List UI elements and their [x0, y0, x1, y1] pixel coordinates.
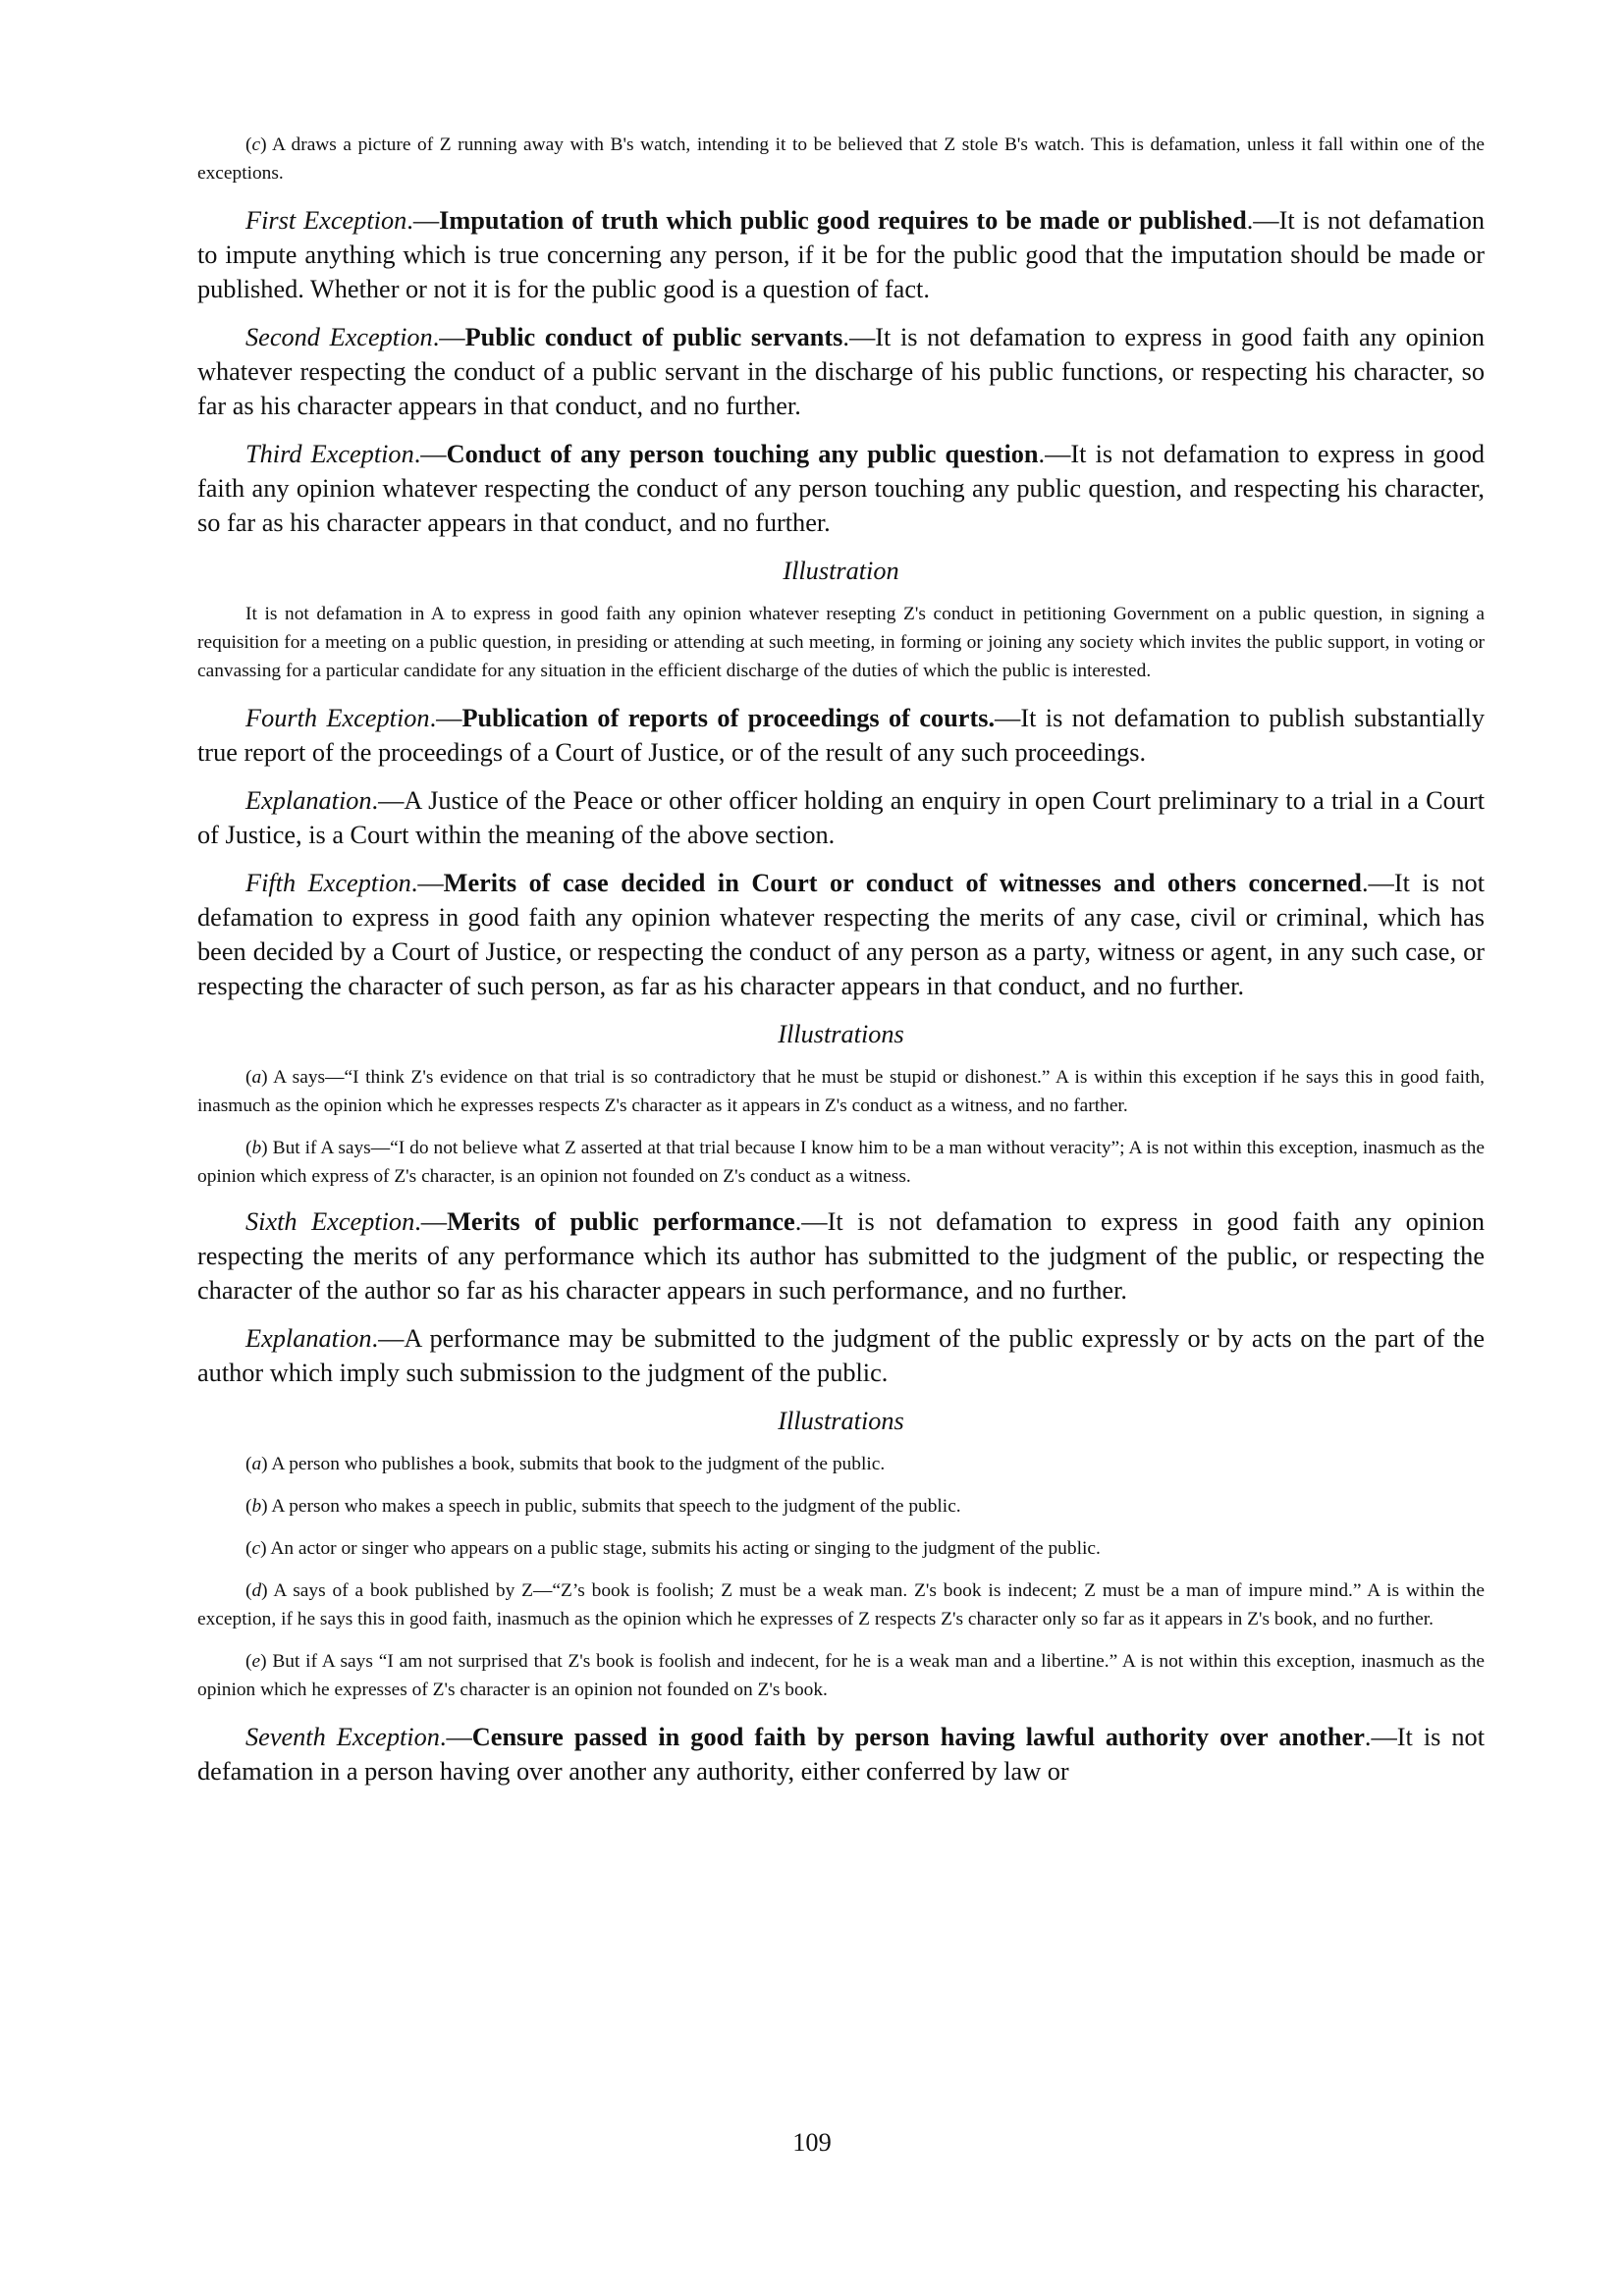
exception-heading: Imputation of truth which public good requires to be made or published: [439, 206, 1247, 235]
illustration-text: An actor or singer who appears on a public stage, submits his acting or singing to the judgment of the public.: [266, 1538, 1101, 1559]
illustration-text: A person who publishes a book, submits that book to the judgment of the public.: [267, 1454, 886, 1474]
sixth-illustration-c: (c) An actor or singer who appears on a public stage, submits his acting or singing to the judgment of the public.: [245, 1538, 1101, 1559]
fourth-exception: Fourth Exception.—Publication of reports of proceedings of courts.—It is not defamation to publish substantially true report of the proceedings of a Court of Justice, or of the result of any such proceedings.: [197, 704, 1486, 767]
illustration-text: But if A says—“I do not believe what Z asserted at that trial because I know him to be a man without veracity”; A is not within this exception, inasmuch as the opinion which express of Z's character, is an opinion not founded on Z's conduct as a witness.: [197, 1138, 1485, 1187]
illustration-label: e: [251, 1651, 261, 1672]
exception-text: It is not defamation to express in good faith any opinion whatever respecting the conduct of a public servant in the discharge of his public functions, or respecting his character, so far as his character appears in that conduct, and no further.: [197, 323, 1485, 420]
explanation-title: Explanation: [245, 1324, 372, 1353]
exception-heading: Publication of reports of proceedings of courts.: [461, 704, 996, 732]
second-exception: Second Exception.—Public conduct of public servants.—It is not defamation to express in good faith any opinion whatever respecting the conduct of a public servant in the discharge of his public functions, or respecting his character, so far as his character appears in that conduct, and no further.: [197, 323, 1485, 420]
exception-text: It is not defamation to express in good faith any opinion respecting the merits of any performance which its author has submitted to the judgment of the public, or respecting the character of the author so far as his character appears in such performance, and no further.: [197, 1207, 1485, 1305]
exception-title: Seventh Exception: [245, 1723, 440, 1751]
illustration-label: c: [251, 1538, 261, 1559]
explanation-title: Explanation: [245, 786, 372, 815]
fifth-illustration-a: (a) A says—“I think Z's evidence on that trial is so contradictory that he must be stupid or dishonest.” A is within this exception if he says this in good faith, inasmuch as the opinion which he expresses respects Z's character as it appears in Z's conduct as a witness, and no farther.: [197, 1067, 1485, 1116]
third-illustration: It is not defamation in A to express in good faith any opinion whatever resepting Z's conduct in petitioning Government on a public question, in signing a requisition for a meeting on a public question, in presiding or attending at such meeting, in forming or joining any society which invites the public support, in voting or canvassing for a particular candidate for any situation in the efficient discharge of the duties of which the public is interested.: [197, 604, 1485, 681]
sixth-illustration-d: (d) A says of a book published by Z—“Z’s book is foolish; Z must be a weak man. Z's book is indecent; Z must be a man of impure mind.” A is within the exception, if he says this in good faith, inasmuch as the opinion which he expresses of Z respects Z's character only so far as it appears in Z's book, and no further.: [197, 1580, 1485, 1629]
illustration-text: A says of a book published by Z—“Z’s book is foolish; Z must be a weak man. Z's book is indecent; Z must be a man of impure mind.” A is within the exception, if he says this in good faith, inasmuch as the opinion which he expresses of Z respects Z's character only so far as it appears in Z's book, and no further.: [197, 1580, 1485, 1629]
sixth-illustration-e: (e) But if A says “I am not surprised that Z's book is foolish and indecent, for he is a weak man and a libertine.” A is not within this exception, inasmuch as the opinion which he expresses of Z's character is an opinion not founded on Z's book.: [197, 1651, 1485, 1700]
illustration-label: a: [251, 1067, 262, 1088]
exception-text: It is not defamation to publish substantially true report of the proceedings of a Court of Justice, or of the result of any such proceedings.: [197, 704, 1486, 767]
exception-heading: Merits of case decided in Court or conduct of witnesses and others concerned: [443, 869, 1362, 897]
sixth-exception: Sixth Exception.—Merits of public performance.—It is not defamation to express in good faith any opinion respecting the merits of any performance which its author has submitted to the judgment of the public, or respecting the character of the author so far as his character appears in such performance, and no further.: [197, 1207, 1485, 1305]
exception-title: First Exception: [245, 206, 407, 235]
exception-title: Second Exception: [245, 323, 433, 351]
illustration-c: (c) A draws a picture of Z running away with B's watch, intending it to be believed that Z stole B's watch. This is defamation, unless it fall within one of the exceptions.: [197, 134, 1485, 184]
exception-title: Third Exception: [245, 440, 414, 468]
exception-heading: Public conduct of public servants: [464, 323, 843, 351]
fifth-illustration-b: (b) But if A says—“I do not believe what Z asserted at that trial because I know him to be a man without veracity”; A is not within this exception, inasmuch as the opinion which express of Z's character, is an opinion not founded on Z's conduct as a witness.: [197, 1138, 1485, 1187]
first-exception: First Exception.—Imputation of truth which public good requires to be made or published.—It is not defamation to impute anything which is true concerning any person, if it be for the public good that the imputation should be made or published. Whether or not it is for the public good is a question of fact.: [197, 206, 1485, 303]
explanation-text: A performance may be submitted to the judgment of the public expressly or by acts on the part of the author which imply such submission to the judgment of the public.: [197, 1324, 1485, 1387]
fifth-exception: Fifth Exception.—Merits of case decided in Court or conduct of witnesses and others concerned.—It is not defamation to express in good faith any opinion whatever respecting the merits of any case, civil or criminal, which has been decided by a Court of Justice, or respecting the conduct of any person as a party, witness or agent, in any such case, or respecting the character of such person, as far as his character appears in that conduct, and no further.: [197, 869, 1486, 1000]
third-exception: Third Exception.—Conduct of any person touching any public question.—It is not defamation to express in good faith any opinion whatever respecting the conduct of any person touching any public question, and respecting his character, so far as his character appears in that conduct, and no further.: [197, 440, 1485, 537]
explanation-text: A Justice of the Peace or other officer holding an enquiry in open Court preliminary to a trial in a Court of Justice, is a Court within the meaning of the above section.: [197, 786, 1485, 849]
seventh-exception: Seventh Exception.—Censure passed in good faith by person having lawful authority over another.—It is not defamation in a person having over another any authority, either conferred by law or: [197, 1723, 1485, 1786]
illustration-label: b: [251, 1496, 262, 1517]
sixth-illustration-b: (b) A person who makes a speech in public, submits that speech to the judgment of the public.: [245, 1496, 961, 1517]
illustration-label: c: [251, 134, 261, 155]
illustration-label: a: [251, 1454, 262, 1474]
exception-text: It is not defamation to impute anything which is true concerning any person, if it be for the public good that the imputation should be made or published. Whether or not it is for the public good is a question of fact.: [197, 206, 1485, 303]
exception-text: It is not defamation to express in good faith any opinion whatever respecting the conduct of any person touching any public question, and respecting his character, so far as his character appears in that conduct, and no further.: [197, 440, 1485, 537]
exception-text: It is not defamation in a person having over another any authority, either conferred by law or: [197, 1723, 1485, 1786]
illustration-label: b: [251, 1138, 262, 1158]
illustration-text: A says—“I think Z's evidence on that trial is so contradictory that he must be stupid or dishonest.” A is within this exception if he says this in good faith, inasmuch as the opinion which he expresses respects Z's character as it appears in Z's conduct as a witness, and no farther.: [197, 1067, 1485, 1116]
illustration-label: d: [251, 1580, 262, 1601]
exception-heading: Conduct of any person touching any public question: [446, 440, 1039, 468]
exception-title: Fifth Exception: [245, 869, 411, 897]
illustration-text: A draws a picture of Z running away with B's watch, intending it to be believed that Z stole B's watch. This is defamation, unless it fall within one of the exceptions.: [197, 134, 1485, 184]
illustrations-heading: Illustrations: [778, 1020, 904, 1048]
sixth-illustration-a: (a) A person who publishes a book, submits that book to the judgment of the public.: [245, 1454, 886, 1474]
exception-heading: Censure passed in good faith by person having lawful authority over another: [471, 1723, 1365, 1751]
exception-title: Sixth Exception: [245, 1207, 415, 1236]
sixth-explanation: Explanation.—A performance may be submitted to the judgment of the public expressly or by acts on the part of the author which imply such submission to the judgment of the public.: [197, 1324, 1485, 1387]
page-number: 109: [792, 2128, 832, 2157]
exception-text: It is not defamation to express in good faith any opinion whatever respecting the merits of any case, civil or criminal, which has been decided by a Court of Justice, or respecting the conduct of any person as a party, witness or agent, in any such case, or respecting the character of such person, as far as his character appears in that conduct, and no further.: [197, 869, 1486, 1000]
exception-title: Fourth Exception: [245, 704, 430, 732]
illustration-text: A person who makes a speech in public, submits that speech to the judgment of the public.: [267, 1496, 961, 1517]
exception-heading: Merits of public performance: [447, 1207, 795, 1236]
fourth-explanation: Explanation.—A Justice of the Peace or other officer holding an enquiry in open Court preliminary to a trial in a Court of Justice, is a Court within the meaning of the above section.: [197, 786, 1485, 849]
illustration-heading: Illustration: [783, 557, 899, 585]
illustration-text: But if A says “I am not surprised that Z's book is foolish and indecent, for he is a weak man and a libertine.” A is not within this exception, inasmuch as the opinion which he expresses of Z's character is an opinion not founded on Z's book.: [197, 1651, 1485, 1700]
document-page: [197, 131, 1485, 1789]
illustrations-heading: Illustrations: [778, 1407, 904, 1435]
